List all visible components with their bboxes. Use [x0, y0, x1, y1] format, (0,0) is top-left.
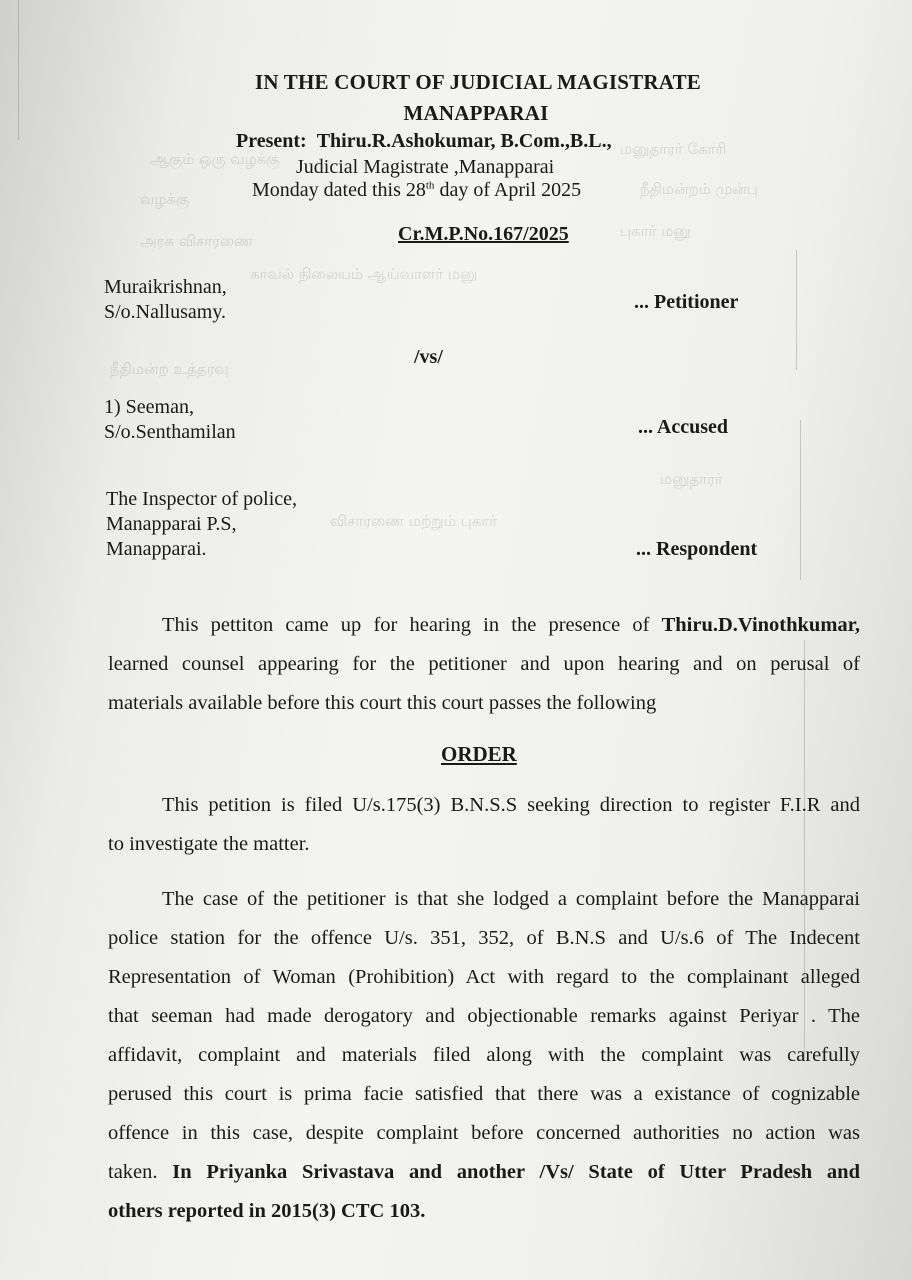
date-prefix: Monday dated this 28 — [252, 179, 426, 201]
paragraph-line: that seeman had made derogatory and objectionable remarks against Periyar . The — [108, 1005, 860, 1027]
order-heading: ORDER — [441, 742, 517, 766]
magistrate-name: Thiru.R.Ashokumar, B.Com.,B.L., — [316, 130, 612, 152]
fold-mark — [796, 250, 797, 370]
paragraph-line: learned counsel appearing for the petitioner and upon hearing and on perusal of — [108, 653, 860, 675]
case-citation-reference: others reported in 2015(3) CTC 103. — [108, 1200, 426, 1222]
paragraph-text: taken. — [108, 1161, 173, 1183]
paragraph-line: This petition is filed U/s.175(3) B.N.S.S seeking direction to register F.I.R and — [162, 794, 860, 816]
counsel-name: Thiru.D.Vinothkumar, — [661, 614, 860, 636]
bleed-through-text: வழக்கு — [140, 190, 190, 208]
paragraph-line: Representation of Woman (Prohibition) Act with regard to the complainant alleged — [108, 966, 860, 988]
paragraph-line: materials available before this court this court passes the following — [108, 692, 657, 714]
paragraph-line: to investigate the matter. — [108, 833, 310, 855]
bleed-through-text: நீதிமன்றம் முன்பு — [640, 180, 758, 198]
paragraph-line — [108, 606, 860, 645]
respondent-role: ... Respondent — [636, 538, 758, 560]
versus-label: /vs/ — [414, 346, 443, 368]
accused-parent: S/o.Senthamilan — [104, 421, 236, 443]
order-paragraph-2 — [108, 880, 860, 1231]
bleed-through-text: காவல் நிலையம் ஆய்வாளர் மனு — [250, 265, 478, 283]
petitioner-role: ... Petitioner — [634, 291, 739, 313]
bleed-through-text: ஆகும் ஒரு வழக்கு — [150, 150, 280, 168]
paragraph-line: The case of the petitioner is that she lodged a complaint before the Manapparai — [162, 888, 860, 910]
present-line — [236, 130, 612, 153]
bleed-through-text: மனுதாரர் கோரி — [620, 140, 727, 158]
petitioner-name: Muraikrishnan, — [104, 276, 227, 298]
date-suffix: day of April 2025 — [434, 179, 582, 201]
magistrate-designation: Judicial Magistrate ,Manapparai — [296, 156, 555, 178]
paragraph-line: affidavit, complaint and materials filed along with the complaint was carefully — [108, 1044, 860, 1066]
petitioner-parent: S/o.Nallusamy. — [104, 301, 227, 323]
fold-mark — [18, 0, 19, 140]
bleed-through-text: அரசு விசாரணை — [140, 232, 254, 250]
respondent-line-3: Manapparai. — [106, 538, 207, 560]
court-title: IN THE COURT OF JUDICIAL MAGISTRATE — [255, 70, 701, 94]
respondent-line-2: Manapparai P.S, — [106, 513, 237, 535]
paragraph-line: police station for the offence U/s. 351, 352, of B.N.S and U/s.6 of The Indecent — [108, 927, 860, 949]
bleed-through-text: விசாரணை மற்றும் புகார் — [330, 512, 498, 530]
paragraph-line — [108, 1153, 860, 1192]
respondent-line-1: The Inspector of police, — [106, 488, 298, 510]
bleed-through-text: மனுதாரர் — [660, 470, 723, 488]
accused-name: 1) Seeman, — [104, 396, 194, 418]
paragraph-line: perused this court is prima facie satisfied that there was a existance of cognizable — [108, 1083, 860, 1105]
date-superscript: th — [425, 179, 435, 192]
case-number: Cr.M.P.No.167/2025 — [398, 223, 569, 245]
bleed-through-text: புகார் மனு — [620, 222, 691, 240]
fold-mark — [800, 420, 801, 580]
bleed-through-text: நீதிமன்ற உத்தரவு — [110, 360, 229, 378]
hearing-paragraph — [108, 606, 860, 723]
order-paragraph-1 — [108, 786, 860, 864]
court-place: MANAPPARAI — [403, 101, 549, 125]
order-date — [252, 179, 581, 202]
accused-role: ... Accused — [638, 416, 728, 438]
paragraph-line: offence in this case, despite complaint before concerned authorities no action was — [108, 1122, 860, 1144]
case-citation: In Priyanka Srivastava and another /Vs/ State of Utter Pradesh and — [172, 1161, 860, 1183]
hearing-text: This pettiton came up for hearing in the presence of — [162, 614, 662, 636]
present-label: Present: — [236, 130, 307, 152]
